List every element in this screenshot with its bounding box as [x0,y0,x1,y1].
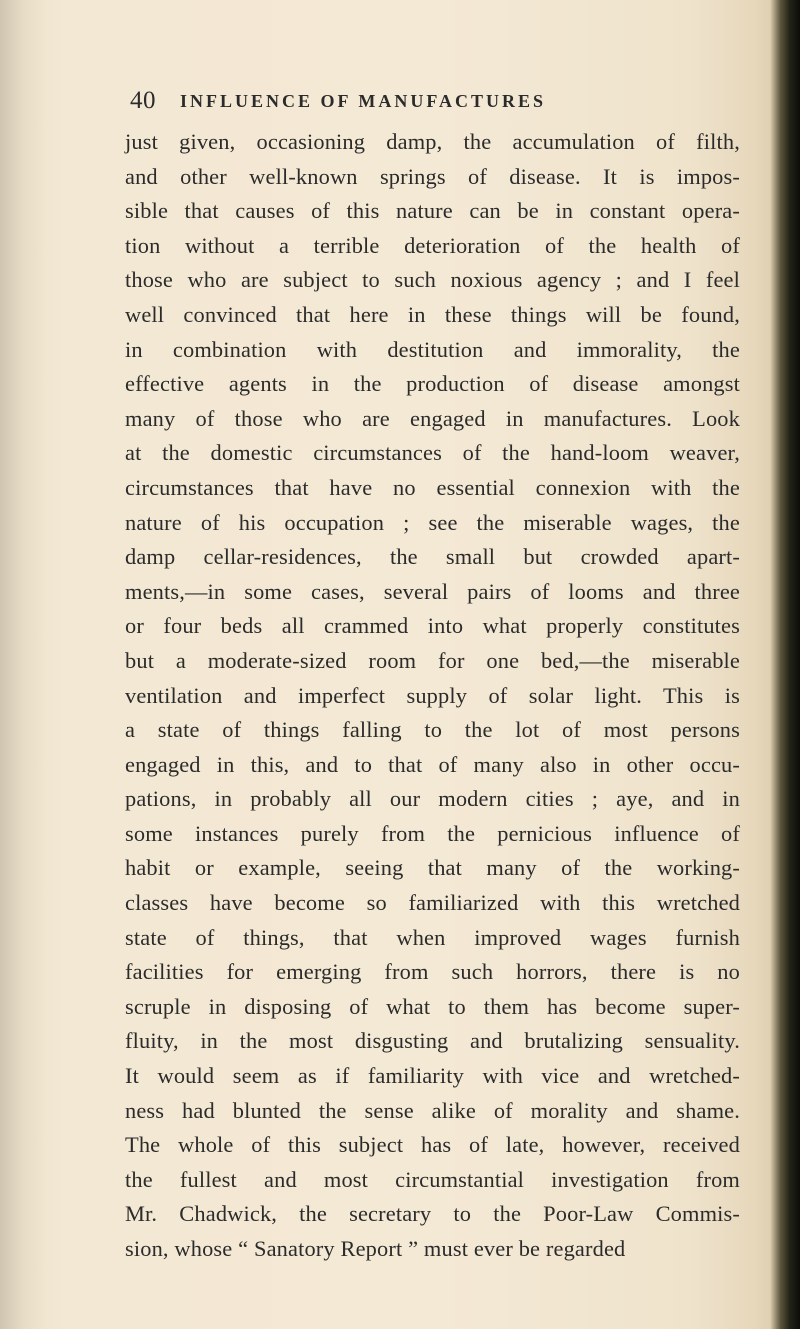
text-line: many of those who are engaged in manufactures. Look [125,405,740,431]
text-line: engaged in this, and to that of many also in other occu- [125,751,740,777]
text-line: ventilation and imperfect supply of solar light. This is [125,682,740,708]
text-line: habit or example, seeing that many of the working- [125,855,740,881]
page-header [130,84,700,118]
body-text [125,125,740,1267]
text-line: The whole of this subject has of late, however, received [125,1132,740,1158]
text-line: fluity, in the most disgusting and brutalizing sensuality. [125,1028,740,1054]
text-line: effective agents in the production of disease amongst [125,371,740,397]
text-line: and other well-known springs of disease. It is impos- [125,163,740,189]
text-line: pations, in probably all our modern cities ; aye, and in [125,786,740,812]
text-line: It would seem as if familiarity with vice and wretched- [125,1063,740,1089]
text-line: those who are subject to such noxious agency ; and I feel [125,267,740,293]
text-line: but a moderate-sized room for one bed,—the miserable [125,647,740,673]
page-gutter-shadow [0,0,46,1329]
text-line: damp cellar-residences, the small but crowded apart- [125,544,740,570]
text-line: the fullest and most circumstantial investigation from [125,1166,740,1192]
text-line: a state of things falling to the lot of most persons [125,717,740,743]
page-edge-binding [770,0,800,1329]
text-line: at the domestic circumstances of the hand-loom weaver, [125,440,740,466]
page-number: 40 [130,87,156,114]
text-line: state of things, that when improved wages furnish [125,924,740,950]
text-line: Mr. Chadwick, the secretary to the Poor-Law Commis- [125,1201,740,1227]
text-line: facilities for emerging from such horrors, there is no [125,959,740,985]
running-head: INFLUENCE OF MANUFACTURES [180,90,547,111]
text-line: sion, whose “ Sanatory Report ” must ever be regarded [125,1236,626,1261]
text-line: nature of his occupation ; see the miserable wages, the [125,509,740,535]
text-line: tion without a terrible deterioration of the health of [125,232,740,258]
text-line: just given, occasioning damp, the accumulation of filth, [125,129,740,154]
text-line: ments,—in some cases, several pairs of looms and three [125,578,740,604]
text-line: sible that causes of this nature can be in constant opera- [125,198,740,224]
text-line: scruple in disposing of what to them has become super- [125,993,740,1019]
text-line: circumstances that have no essential connexion with the [125,474,740,500]
text-line: in combination with destitution and immorality, the [125,336,740,362]
text-line: or four beds all crammed into what properly constitutes [125,613,740,639]
text-line: classes have become so familiarized with this wretched [125,890,740,916]
text-line: some instances purely from the pernicious influence of [125,820,740,846]
text-line: well convinced that here in these things will be found, [125,301,740,327]
text-line: ness had blunted the sense alike of morality and shame. [125,1097,740,1123]
